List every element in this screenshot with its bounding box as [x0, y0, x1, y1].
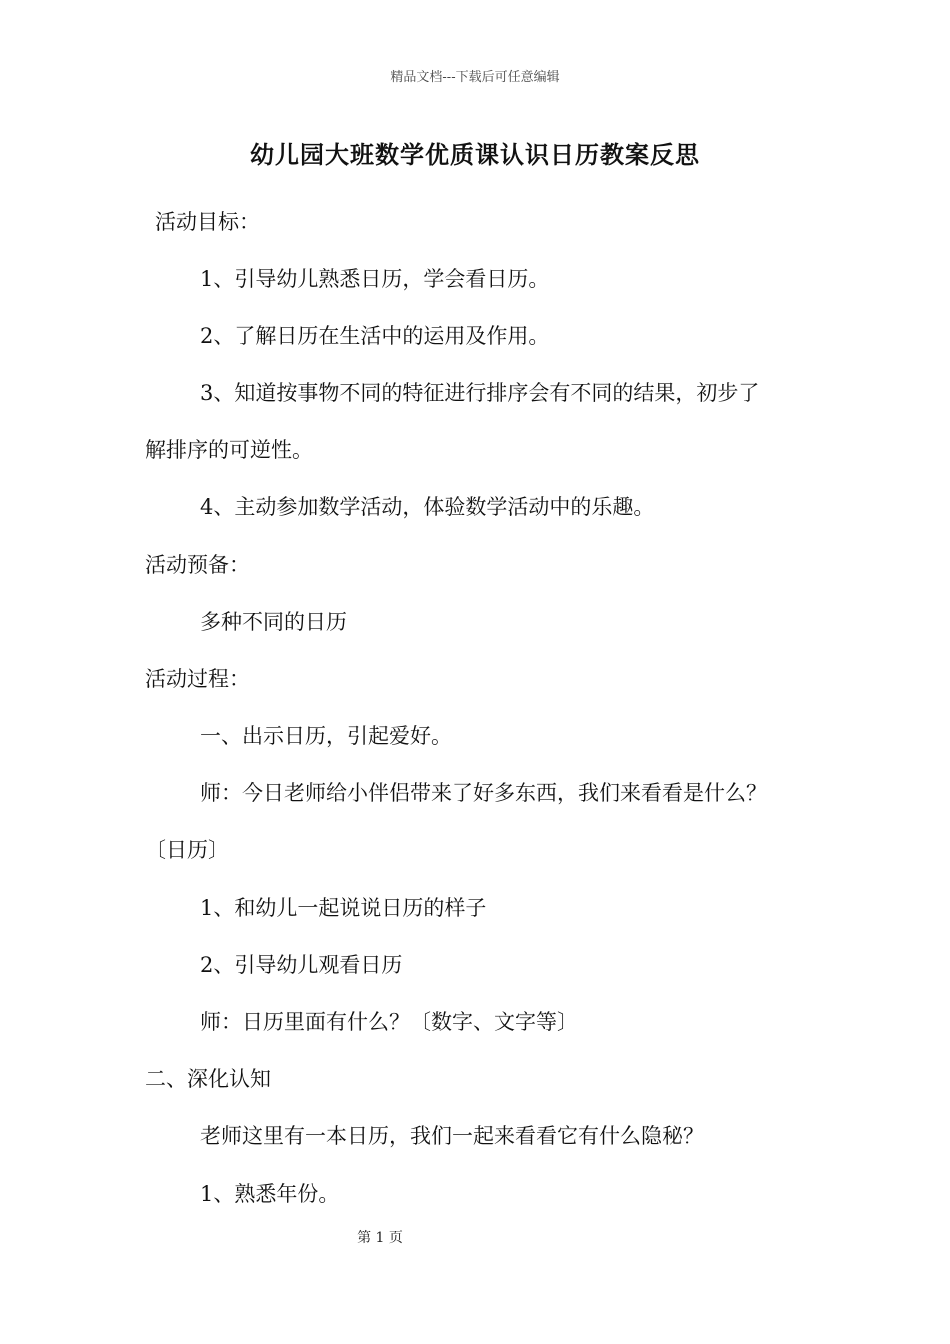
paragraph: 1、熟悉年份。 — [200, 1182, 340, 1206]
document-title: 幼儿园大班数学优质课认识日历教案反思 — [250, 140, 700, 169]
section-heading-deepen: 二、深化认知 — [145, 1067, 271, 1091]
paragraph-continuation: 〔日历〕 — [145, 838, 229, 862]
paragraph: 4、主动参加数学活动，体验数学活动中的乐趣。 — [200, 495, 655, 519]
paragraph: 师：日历里面有什么？〔数字、文字等〕 — [200, 1010, 578, 1034]
section-heading-preparation: 活动预备： — [145, 553, 250, 577]
paragraph: 多种不同的日历 — [200, 610, 347, 634]
paragraph: 1、和幼儿一起说说日历的样子 — [200, 896, 487, 920]
section-heading-process: 活动过程： — [145, 667, 250, 691]
paragraph-continuation: 解排序的可逆性。 — [145, 438, 313, 462]
paragraph: 2、引导幼儿观看日历 — [200, 953, 403, 977]
paragraph: 2、了解日历在生活中的运用及作用。 — [200, 324, 550, 348]
paragraph: 师：今日老师给小伴侣带来了好多东西，我们来看看是什么？ — [200, 781, 767, 805]
paragraph: 1、引导幼儿熟悉日历，学会看日历。 — [200, 267, 550, 291]
paragraph: 老师这里有一本日历，我们一起来看看它有什么隐秘？ — [200, 1124, 704, 1148]
paragraph: 3、知道按事物不同的特征进行排序会有不同的结果，初步了 — [200, 381, 760, 405]
header-note: 精品文档---下载后可任意编辑 — [390, 70, 560, 85]
page-number: 第 1 页 — [357, 1230, 403, 1246]
section-heading-goals: 活动目标： — [155, 210, 260, 234]
paragraph: 一、出示日历，引起爱好。 — [200, 724, 452, 748]
